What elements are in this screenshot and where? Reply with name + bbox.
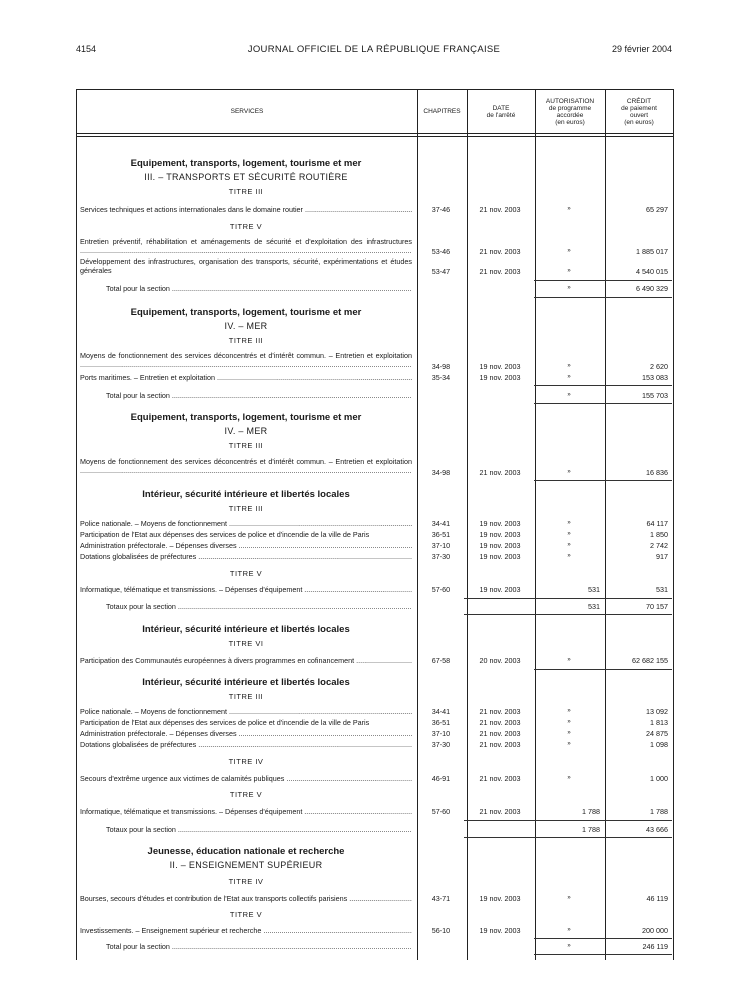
total-label: Totaux pour la section ..... bbox=[106, 602, 412, 611]
column-header-date: DATE de l'arrêté bbox=[486, 104, 516, 119]
row-credit: 1 885 017 bbox=[636, 247, 668, 256]
row-chapitre: 67-58 bbox=[431, 656, 451, 665]
row-credit: 4 540 015 bbox=[636, 267, 668, 276]
row-label: Développement des infrastructures, organisation des transports, sécurité, expérimentations et études générales ..... bbox=[80, 257, 412, 275]
row-label: Bourses, secours d'études et contribution de l'Etat aux transports collectifs parisiens ..... bbox=[80, 894, 412, 903]
total-autorisation: » bbox=[567, 285, 571, 291]
row-autorisation: » bbox=[567, 719, 571, 725]
section-subtitle: III. – TRANSPORTS ET SÉCURITÉ ROUTIÈRE bbox=[144, 172, 348, 182]
row-chapitre: 36-51 bbox=[431, 530, 451, 539]
row-credit: 62 682 155 bbox=[632, 656, 668, 665]
row-label: Dotations globalisées de préfectures ..... bbox=[80, 552, 412, 561]
row-credit: 1 098 bbox=[650, 740, 668, 749]
section-subtitle: II. – ENSEIGNEMENT SUPÉRIEUR bbox=[169, 860, 323, 870]
total-label: Total pour la section ..... bbox=[106, 284, 412, 293]
row-label: Entretien préventif, réhabilitation et aménagements de sécurité et d'exploitation des infrastructures ..... bbox=[80, 237, 412, 255]
row-chapitre: 43-71 bbox=[431, 894, 451, 903]
row-credit: 13 092 bbox=[646, 707, 668, 716]
row-date: 19 nov. 2003 bbox=[479, 373, 521, 382]
row-label: Participation de l'Etat aux dépenses des services de police et d'incendie de la ville de Paris bbox=[80, 530, 370, 539]
total-autorisation: » bbox=[567, 392, 571, 398]
row-credit: 1 788 bbox=[650, 807, 668, 816]
row-autorisation: 531 bbox=[588, 585, 600, 594]
row-date: 20 nov. 2003 bbox=[479, 656, 521, 665]
row-date: 21 nov. 2003 bbox=[479, 729, 521, 738]
row-autorisation: » bbox=[567, 741, 571, 747]
row-date: 21 nov. 2003 bbox=[479, 205, 521, 214]
row-autorisation: » bbox=[567, 657, 571, 663]
titre-heading: TITRE III bbox=[228, 692, 264, 701]
section-subtitle: IV. – MER bbox=[224, 321, 268, 331]
titre-heading: TITRE IV bbox=[228, 757, 264, 766]
column-header-credit: CRÉDIT de paiement ouvert (en euros) bbox=[621, 97, 657, 126]
row-label: Services techniques et actions internationales dans le domaine routier ..... bbox=[80, 205, 412, 214]
row-label: Administration préfectorale. – Dépenses diverses ..... bbox=[80, 541, 412, 550]
row-autorisation: » bbox=[567, 248, 571, 254]
total-credit: 6 490 329 bbox=[636, 284, 668, 293]
ministry-heading: Jeunesse, éducation nationale et recherche bbox=[147, 846, 345, 857]
row-credit: 1 850 bbox=[650, 530, 668, 539]
column-header-chapitres: CHAPITRES bbox=[423, 108, 461, 115]
row-credit: 917 bbox=[656, 552, 668, 561]
row-label: Participation des Communautés européennes à divers programmes en cofinancement ..... bbox=[80, 656, 412, 665]
total-credit: 246 119 bbox=[642, 942, 668, 951]
total-credit: 70 157 bbox=[646, 602, 668, 611]
row-date: 21 nov. 2003 bbox=[479, 468, 521, 477]
row-date: 21 nov. 2003 bbox=[479, 718, 521, 727]
row-label: Investissements. – Enseignement supérieur et recherche ..... bbox=[80, 926, 412, 935]
ministry-heading: Equipement, transports, logement, tourisme et mer bbox=[130, 158, 362, 169]
row-autorisation: » bbox=[567, 708, 571, 714]
row-label: Informatique, télématique et transmissions. – Dépenses d'équipement ..... bbox=[80, 585, 412, 594]
row-autorisation: » bbox=[567, 775, 571, 781]
row-chapitre: 37-46 bbox=[431, 205, 451, 214]
row-chapitre: 36-51 bbox=[431, 718, 451, 727]
row-autorisation: 1 788 bbox=[582, 807, 600, 816]
row-autorisation: » bbox=[567, 553, 571, 559]
row-chapitre: 34-41 bbox=[431, 519, 451, 528]
row-chapitre: 53-46 bbox=[431, 247, 451, 256]
row-date: 21 nov. 2003 bbox=[479, 267, 521, 276]
row-date: 21 nov. 2003 bbox=[479, 740, 521, 749]
total-autorisation: 1 788 bbox=[582, 825, 600, 834]
row-autorisation: » bbox=[567, 730, 571, 736]
titre-heading: TITRE V bbox=[229, 910, 263, 919]
total-credit: 43 666 bbox=[646, 825, 668, 834]
row-autorisation: » bbox=[567, 206, 571, 212]
row-date: 19 nov. 2003 bbox=[479, 541, 521, 550]
titre-heading: TITRE V bbox=[229, 569, 263, 578]
column-header-services: SERVICES bbox=[230, 108, 264, 115]
row-date: 19 nov. 2003 bbox=[479, 519, 521, 528]
journal-title: JOURNAL OFFICIEL DE LA RÉPUBLIQUE FRANÇAISE bbox=[247, 44, 501, 55]
titre-heading: TITRE III bbox=[228, 336, 264, 345]
row-credit: 2 620 bbox=[650, 362, 668, 371]
row-chapitre: 37-30 bbox=[431, 552, 451, 561]
row-chapitre: 34-98 bbox=[431, 362, 451, 371]
row-autorisation: » bbox=[567, 531, 571, 537]
row-label: Participation de l'Etat aux dépenses des services de police et d'incendie de la ville de Paris bbox=[80, 718, 370, 727]
row-chapitre: 46-91 bbox=[431, 774, 451, 783]
row-autorisation: » bbox=[567, 469, 571, 475]
row-chapitre: 53-47 bbox=[431, 267, 451, 276]
row-autorisation: » bbox=[567, 895, 571, 901]
titre-heading: TITRE IV bbox=[228, 877, 264, 886]
row-chapitre: 34-98 bbox=[431, 468, 451, 477]
row-autorisation: » bbox=[567, 374, 571, 380]
row-date: 19 nov. 2003 bbox=[479, 362, 521, 371]
row-label: Moyens de fonctionnement des services déconcentrés et d'intérêt commun. – Entretien et exploitation ..... bbox=[80, 457, 412, 475]
row-label: Moyens de fonctionnement des services déconcentrés et d'intérêt commun. – Entretien et exploitation ..... bbox=[80, 351, 412, 369]
ministry-heading: Equipement, transports, logement, tourisme et mer bbox=[130, 307, 362, 318]
row-chapitre: 37-10 bbox=[431, 729, 451, 738]
total-label: Total pour la section ..... bbox=[106, 391, 412, 400]
titre-heading: TITRE III bbox=[228, 441, 264, 450]
row-credit: 531 bbox=[656, 585, 668, 594]
row-autorisation: » bbox=[567, 520, 571, 526]
row-credit: 24 875 bbox=[646, 729, 668, 738]
ministry-heading: Equipement, transports, logement, tourisme et mer bbox=[130, 412, 362, 423]
row-autorisation: » bbox=[567, 927, 571, 933]
row-label: Police nationale. – Moyens de fonctionnement ..... bbox=[80, 519, 412, 528]
titre-heading: TITRE III bbox=[228, 187, 264, 196]
row-date: 21 nov. 2003 bbox=[479, 774, 521, 783]
row-date: 19 nov. 2003 bbox=[479, 552, 521, 561]
row-label: Ports maritimes. – Entretien et exploitation ..... bbox=[80, 373, 412, 382]
column-header-autorisation: AUTORISATION de programme accordée (en euros) bbox=[545, 97, 595, 126]
row-label: Informatique, télématique et transmissions. – Dépenses d'équipement ..... bbox=[80, 807, 412, 816]
titre-heading: TITRE V bbox=[229, 222, 263, 231]
row-chapitre: 57-60 bbox=[431, 807, 451, 816]
row-autorisation: » bbox=[567, 363, 571, 369]
titre-heading: TITRE V bbox=[229, 790, 263, 799]
row-chapitre: 56-10 bbox=[431, 926, 451, 935]
row-date: 19 nov. 2003 bbox=[479, 926, 521, 935]
row-credit: 46 119 bbox=[646, 894, 668, 903]
row-chapitre: 34-41 bbox=[431, 707, 451, 716]
row-chapitre: 35-34 bbox=[431, 373, 451, 382]
section-subtitle: IV. – MER bbox=[224, 426, 268, 436]
total-autorisation: » bbox=[567, 943, 571, 949]
publication-date: 29 février 2004 bbox=[611, 44, 672, 54]
row-autorisation: » bbox=[567, 268, 571, 274]
row-label: Administration préfectorale. – Dépenses diverses ..... bbox=[80, 729, 412, 738]
row-credit: 1 000 bbox=[650, 774, 668, 783]
row-credit: 153 083 bbox=[642, 373, 668, 382]
row-date: 19 nov. 2003 bbox=[479, 530, 521, 539]
row-chapitre: 57-60 bbox=[431, 585, 451, 594]
row-credit: 200 000 bbox=[642, 926, 668, 935]
row-label: Police nationale. – Moyens de fonctionnement ..... bbox=[80, 707, 412, 716]
total-label: Totaux pour la section ..... bbox=[106, 825, 412, 834]
row-label: Dotations globalisées de préfectures ..... bbox=[80, 740, 412, 749]
titre-heading: TITRE III bbox=[228, 504, 264, 513]
row-date: 21 nov. 2003 bbox=[479, 807, 521, 816]
total-label: Total pour la section ..... bbox=[106, 942, 412, 951]
row-chapitre: 37-10 bbox=[431, 541, 451, 550]
total-credit: 155 703 bbox=[642, 391, 668, 400]
titre-heading: TITRE VI bbox=[228, 639, 264, 648]
row-credit: 65 297 bbox=[646, 205, 668, 214]
row-date: 21 nov. 2003 bbox=[479, 707, 521, 716]
page-number: 4154 bbox=[76, 44, 97, 54]
row-credit: 2 742 bbox=[650, 541, 668, 550]
row-date: 21 nov. 2003 bbox=[479, 247, 521, 256]
ministry-heading: Intérieur, sécurité intérieure et libertés locales bbox=[142, 624, 350, 635]
row-credit: 1 813 bbox=[650, 718, 668, 727]
row-label: Secours d'extrême urgence aux victimes de calamités publiques ..... bbox=[80, 774, 412, 783]
row-date: 19 nov. 2003 bbox=[479, 585, 521, 594]
total-autorisation: 531 bbox=[588, 602, 600, 611]
ministry-heading: Intérieur, sécurité intérieure et libertés locales bbox=[142, 677, 350, 688]
row-credit: 16 836 bbox=[646, 468, 668, 477]
ministry-heading: Intérieur, sécurité intérieure et libertés locales bbox=[142, 489, 350, 500]
row-date: 19 nov. 2003 bbox=[479, 894, 521, 903]
row-autorisation: » bbox=[567, 542, 571, 548]
row-chapitre: 37-30 bbox=[431, 740, 451, 749]
row-credit: 64 117 bbox=[646, 519, 668, 528]
